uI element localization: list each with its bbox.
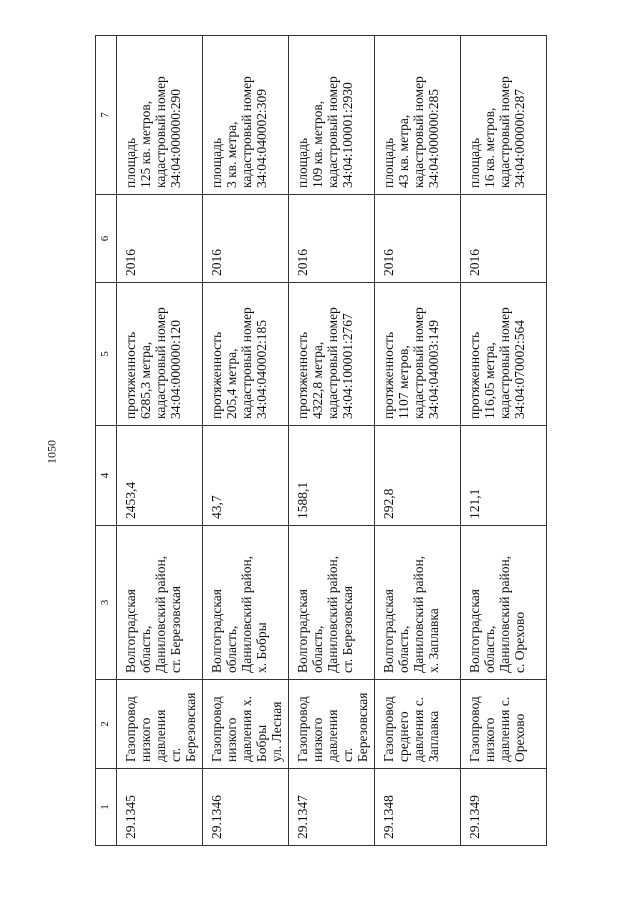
row-id: 29.1349 xyxy=(461,769,547,846)
object-year: 2016 xyxy=(461,195,547,283)
object-address: Волгоградская область, Даниловский район, с. Орехово xyxy=(461,526,547,680)
object-address: Волгоградская область, Даниловский район, ст. Березовская xyxy=(117,526,203,680)
object-value: 121,1 xyxy=(461,426,547,526)
column-header-3: 3 xyxy=(96,526,117,680)
property-table xyxy=(95,35,547,846)
table-row xyxy=(289,36,375,846)
object-address: Волгоградская область, Даниловский район, х. Бобры xyxy=(203,526,289,680)
object-year: 2016 xyxy=(375,195,461,283)
table-row xyxy=(375,36,461,846)
column-number-row xyxy=(96,36,117,846)
object-year: 2016 xyxy=(289,195,375,283)
column-header-1: 1 xyxy=(96,769,117,846)
table-row xyxy=(461,36,547,846)
column-header-2: 2 xyxy=(96,680,117,769)
object-notes: площадь 43 кв. метра, кадастровый номер 34:04:000000:285 xyxy=(375,36,461,195)
row-id: 29.1348 xyxy=(375,769,461,846)
object-name: Газопровод низкого давления х. Бобры ул. Лесная xyxy=(203,680,289,769)
row-id: 29.1347 xyxy=(289,769,375,846)
object-year: 2016 xyxy=(117,195,203,283)
object-year: 2016 xyxy=(203,195,289,283)
table-row xyxy=(117,36,203,846)
rotated-table-container xyxy=(95,36,527,846)
object-characteristics: протяженность 4322,8 метра, кадастровый номер 34:04:100001:2767 xyxy=(289,283,375,426)
object-name: Газопровод низкого давления ст. Березовская xyxy=(117,680,203,769)
object-value: 292,8 xyxy=(375,426,461,526)
object-address: Волгоградская область, Даниловский район, х. Заплавка xyxy=(375,526,461,680)
page-number: 1050 xyxy=(44,440,59,464)
object-name: Газопровод низкого давления с. Орехово xyxy=(461,680,547,769)
table-row xyxy=(203,36,289,846)
row-id: 29.1346 xyxy=(203,769,289,846)
column-header-5: 5 xyxy=(96,283,117,426)
object-characteristics: протяженность 6285,3 метра, кадастровый номер 34:04:000000:120 xyxy=(117,283,203,426)
object-characteristics: протяженность 1107 метров, кадастровый номер 34:04:040003:149 xyxy=(375,283,461,426)
object-name: Газопровод среднего давления с. Заплавка xyxy=(375,680,461,769)
object-characteristics: протяженность 116,05 метра, кадастровый номер 34:04:070002:564 xyxy=(461,283,547,426)
object-notes: площадь 125 кв. метров, кадастровый номер 34:04:000000:290 xyxy=(117,36,203,195)
object-characteristics: протяженность 205,4 метра, кадастровый номер 34:04:040002:185 xyxy=(203,283,289,426)
object-name: Газопровод низкого давления ст. Березовская xyxy=(289,680,375,769)
object-address: Волгоградская область, Даниловский район, ст. Березовская xyxy=(289,526,375,680)
object-notes: площадь 16 кв. метров, кадастровый номер 34:04:000000:287 xyxy=(461,36,547,195)
column-header-7: 7 xyxy=(96,36,117,195)
object-notes: площадь 3 кв. метра, кадастровый номер 34:04:040002:309 xyxy=(203,36,289,195)
object-value: 1588,1 xyxy=(289,426,375,526)
object-value: 2453,4 xyxy=(117,426,203,526)
row-id: 29.1345 xyxy=(117,769,203,846)
column-header-6: 6 xyxy=(96,195,117,283)
column-header-4: 4 xyxy=(96,426,117,526)
object-notes: площадь 109 кв. метров, кадастровый номер 34:04:100001:2930 xyxy=(289,36,375,195)
object-value: 43,7 xyxy=(203,426,289,526)
